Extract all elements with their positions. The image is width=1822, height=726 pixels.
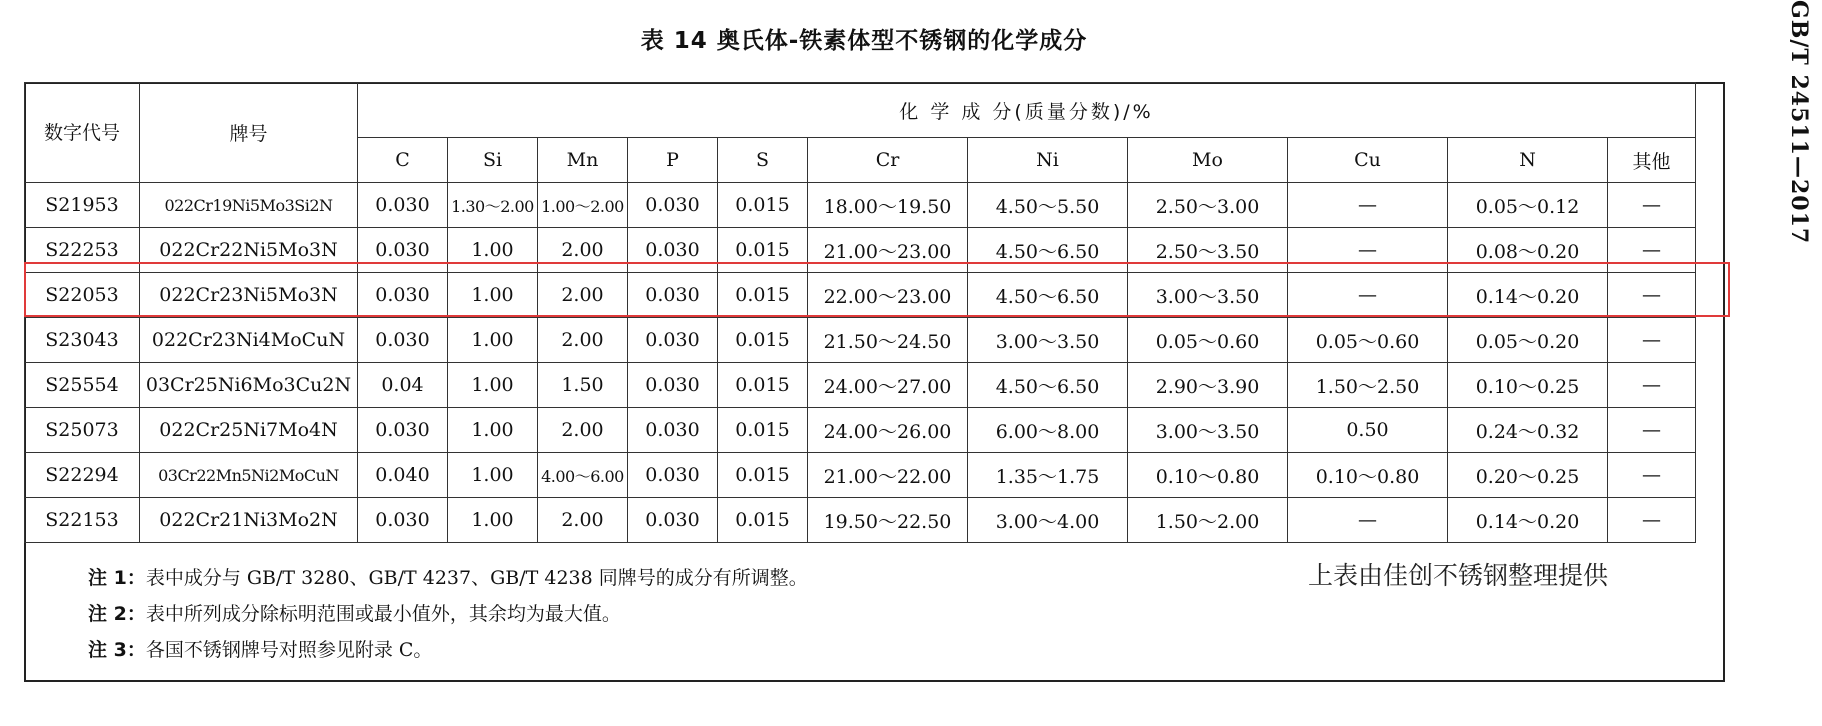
cell-p: 0.030 (628, 318, 718, 363)
cell-s: 0.015 (718, 453, 808, 498)
note-1 (88, 560, 808, 596)
cell-cr: 22.00～23.00 (808, 273, 968, 318)
cell-p: 0.030 (628, 228, 718, 273)
note-1-text: 表中成分与 GB/T 3280、GB/T 4237、GB/T 4238 同牌号的成分有所调整。 (145, 567, 808, 589)
cell-cu: — (1288, 228, 1448, 273)
cell-mo: 2.50～3.50 (1128, 228, 1288, 273)
element-header: Mn (538, 138, 628, 183)
cell-s: 0.015 (718, 183, 808, 228)
cell-mn: 2.00 (538, 273, 628, 318)
cell-code: S25073 (25, 408, 140, 453)
cell-c: 0.030 (358, 273, 448, 318)
cell-mo: 1.50～2.00 (1128, 498, 1288, 543)
cell-cu: — (1288, 183, 1448, 228)
table-row (25, 228, 1696, 273)
cell-mn: 2.00 (538, 318, 628, 363)
cell-mn: 2.00 (538, 498, 628, 543)
cell-code: S22053 (25, 273, 140, 318)
cell-ni: 3.00～4.00 (968, 498, 1128, 543)
cell-ni: 3.00～3.50 (968, 318, 1128, 363)
header-composition: 化 学 成 分(质量分数)/% (358, 83, 1696, 138)
cell-p: 0.030 (628, 273, 718, 318)
cell-mn: 4.00～6.00 (538, 453, 628, 498)
cell-c: 0.04 (358, 363, 448, 408)
cell-grade: 03Cr22Mn5Ni2MoCuN (140, 453, 358, 498)
cell-other: — (1608, 183, 1696, 228)
cell-ni: 4.50～6.50 (968, 363, 1128, 408)
cell-mn: 2.00 (538, 408, 628, 453)
element-header: Si (448, 138, 538, 183)
cell-other: — (1608, 228, 1696, 273)
cell-mo: 3.00～3.50 (1128, 408, 1288, 453)
composition-table (24, 82, 1696, 543)
cell-n: 0.24～0.32 (1448, 408, 1608, 453)
cell-grade: 022Cr19Ni5Mo3Si2N (140, 183, 358, 228)
cell-code: S25554 (25, 363, 140, 408)
cell-ni: 4.50～6.50 (968, 228, 1128, 273)
cell-other: — (1608, 453, 1696, 498)
standard-code: GB/T 24511—2017 (1786, 0, 1812, 245)
cell-si: 1.00 (448, 408, 538, 453)
element-header: Cu (1288, 138, 1448, 183)
cell-si: 1.30～2.00 (448, 183, 538, 228)
cell-p: 0.030 (628, 453, 718, 498)
cell-p: 0.030 (628, 183, 718, 228)
element-header: Ni (968, 138, 1128, 183)
element-header: C (358, 138, 448, 183)
cell-mo: 0.05～0.60 (1128, 318, 1288, 363)
cell-cr: 19.50～22.50 (808, 498, 968, 543)
cell-ni: 4.50～6.50 (968, 273, 1128, 318)
cell-grade: 022Cr22Ni5Mo3N (140, 228, 358, 273)
note-1-label: 注 1： (88, 567, 146, 589)
cell-c: 0.030 (358, 498, 448, 543)
note-2 (88, 596, 808, 632)
cell-ni: 4.50～5.50 (968, 183, 1128, 228)
table-row (25, 363, 1696, 408)
note-3-text: 各国不锈钢牌号对照参见附录 C。 (145, 639, 433, 661)
cell-n: 0.05～0.12 (1448, 183, 1608, 228)
cell-mn: 1.00～2.00 (538, 183, 628, 228)
table-row (25, 408, 1696, 453)
cell-cu: 0.50 (1288, 408, 1448, 453)
cell-ni: 1.35～1.75 (968, 453, 1128, 498)
cell-s: 0.015 (718, 408, 808, 453)
cell-c: 0.030 (358, 408, 448, 453)
cell-p: 0.030 (628, 498, 718, 543)
cell-other: — (1608, 408, 1696, 453)
cell-s: 0.015 (718, 498, 808, 543)
cell-other: — (1608, 273, 1696, 318)
header-grade: 牌号 (140, 83, 358, 183)
cell-grade: 022Cr23Ni4MoCuN (140, 318, 358, 363)
cell-p: 0.030 (628, 408, 718, 453)
note-2-text: 表中所列成分除标明范围或最小值外，其余均为最大值。 (145, 603, 621, 625)
table-row (25, 273, 1696, 318)
cell-code: S21953 (25, 183, 140, 228)
element-header: N (1448, 138, 1608, 183)
cell-other: — (1608, 363, 1696, 408)
notes (88, 560, 808, 668)
note-2-label: 注 2： (88, 603, 146, 625)
cell-c: 0.030 (358, 228, 448, 273)
cell-grade: 022Cr23Ni5Mo3N (140, 273, 358, 318)
cell-mn: 2.00 (538, 228, 628, 273)
table-body (25, 83, 1696, 543)
cell-grade: 022Cr25Ni7Mo4N (140, 408, 358, 453)
cell-n: 0.08～0.20 (1448, 228, 1608, 273)
table-row (25, 498, 1696, 543)
cell-code: S22253 (25, 228, 140, 273)
element-header: P (628, 138, 718, 183)
cell-n: 0.20～0.25 (1448, 453, 1608, 498)
cell-si: 1.00 (448, 228, 538, 273)
cell-cu: 0.05～0.60 (1288, 318, 1448, 363)
table-title: 表 14 奥氏体-铁素体型不锈钢的化学成分 (640, 28, 1088, 54)
cell-cu: 0.10～0.80 (1288, 453, 1448, 498)
cell-si: 1.00 (448, 273, 538, 318)
cell-code: S22294 (25, 453, 140, 498)
cell-cr: 21.50～24.50 (808, 318, 968, 363)
cell-c: 0.030 (358, 318, 448, 363)
cell-mo: 0.10～0.80 (1128, 453, 1288, 498)
cell-cr: 24.00～26.00 (808, 408, 968, 453)
cell-other: — (1608, 498, 1696, 543)
cell-ni: 6.00～8.00 (968, 408, 1128, 453)
element-header: 其他 (1608, 138, 1696, 183)
cell-code: S22153 (25, 498, 140, 543)
cell-s: 0.015 (718, 318, 808, 363)
cell-n: 0.14～0.20 (1448, 498, 1608, 543)
cell-mo: 2.90～3.90 (1128, 363, 1288, 408)
cell-cu: — (1288, 273, 1448, 318)
table-row (25, 318, 1696, 363)
cell-s: 0.015 (718, 228, 808, 273)
note-3 (88, 632, 808, 668)
cell-cu: 1.50～2.50 (1288, 363, 1448, 408)
table-row (25, 183, 1696, 228)
cell-c: 0.040 (358, 453, 448, 498)
cell-n: 0.05～0.20 (1448, 318, 1608, 363)
cell-s: 0.015 (718, 273, 808, 318)
cell-grade: 03Cr25Ni6Mo3Cu2N (140, 363, 358, 408)
cell-s: 0.015 (718, 363, 808, 408)
cell-n: 0.14～0.20 (1448, 273, 1608, 318)
cell-code: S23043 (25, 318, 140, 363)
element-header: Mo (1128, 138, 1288, 183)
cell-cr: 21.00～22.00 (808, 453, 968, 498)
cell-cu: — (1288, 498, 1448, 543)
cell-si: 1.00 (448, 318, 538, 363)
cell-p: 0.030 (628, 363, 718, 408)
cell-other: — (1608, 318, 1696, 363)
header-code (25, 83, 140, 183)
cell-si: 1.00 (448, 363, 538, 408)
element-header: S (718, 138, 808, 183)
cell-cr: 18.00～19.50 (808, 183, 968, 228)
element-header: Cr (808, 138, 968, 183)
cell-cr: 21.00～23.00 (808, 228, 968, 273)
cell-mo: 2.50～3.00 (1128, 183, 1288, 228)
cell-si: 1.00 (448, 453, 538, 498)
note-3-label: 注 3： (88, 639, 146, 661)
cell-mn: 1.50 (538, 363, 628, 408)
cell-n: 0.10～0.25 (1448, 363, 1608, 408)
cell-c: 0.030 (358, 183, 448, 228)
cell-cr: 24.00～27.00 (808, 363, 968, 408)
table-row (25, 453, 1696, 498)
cell-mo: 3.00～3.50 (1128, 273, 1288, 318)
provider-note: 上表由佳创不锈钢整理提供 (1308, 561, 1609, 590)
cell-grade: 022Cr21Ni3Mo2N (140, 498, 358, 543)
cell-si: 1.00 (448, 498, 538, 543)
header-code-label: 数字代号 (43, 121, 120, 144)
header-row-1 (25, 83, 1696, 138)
